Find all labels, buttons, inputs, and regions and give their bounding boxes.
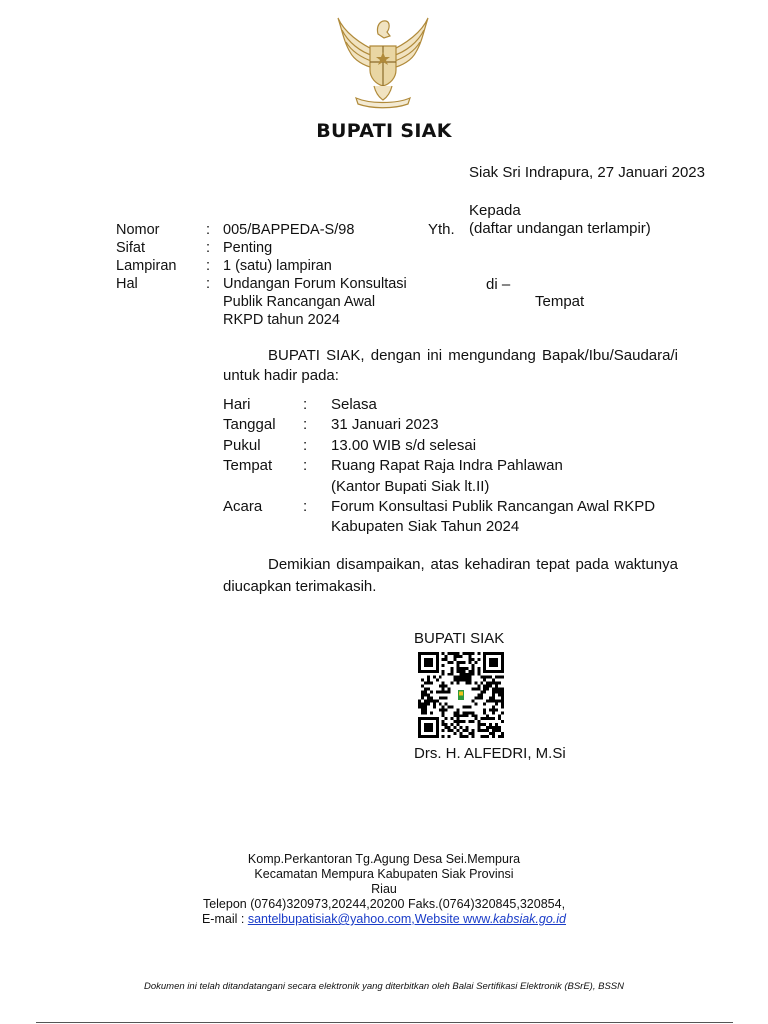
pukul-value: 13.00 WIB s/d selesai bbox=[331, 437, 477, 454]
hal-line-3: RKPD tahun 2024 bbox=[223, 312, 340, 328]
nomor-value: 005/BAPPEDA-S/98 bbox=[223, 222, 355, 238]
hal-label: Hal bbox=[116, 276, 138, 292]
pukul-label: Pukul bbox=[223, 437, 261, 454]
di-label: di – bbox=[486, 276, 511, 293]
letterhead-title: BUPATI SIAK bbox=[316, 120, 452, 142]
tempat-event-label: Tempat bbox=[223, 457, 273, 474]
hari-colon: : bbox=[303, 396, 308, 413]
lampiran-label: Lampiran bbox=[116, 258, 177, 274]
hal-line-1: Undangan Forum Konsultasi bbox=[223, 276, 407, 292]
sifat-label: Sifat bbox=[116, 240, 146, 256]
tempat-event-colon: : bbox=[303, 457, 308, 474]
hari-label: Hari bbox=[223, 396, 251, 413]
recipient-heading: Kepada bbox=[469, 202, 521, 219]
hari-value: Selasa bbox=[331, 396, 377, 413]
yth-label: Yth. bbox=[428, 221, 455, 238]
tanggal-value: 31 Januari 2023 bbox=[331, 416, 439, 433]
footer-line-3: Riau bbox=[371, 882, 397, 896]
garuda-emblem-icon bbox=[330, 12, 436, 110]
website-label: ,Website www. bbox=[411, 912, 494, 926]
bottom-rule bbox=[36, 1022, 733, 1023]
lampiran-colon: : bbox=[206, 258, 211, 274]
lampiran-value: 1 (satu) lampiran bbox=[223, 258, 332, 274]
sifat-value: Penting bbox=[223, 240, 273, 256]
intro-paragraph: BUPATI SIAK, dengan ini mengundang Bapak/Ibu/Saudara/i untuk hadir pada: bbox=[223, 347, 678, 384]
acara-colon: : bbox=[303, 498, 308, 515]
place-date: Siak Sri Indrapura, 27 Januari 2023 bbox=[469, 164, 705, 181]
tanggal-colon: : bbox=[303, 416, 308, 433]
footer-address bbox=[0, 852, 768, 927]
nomor-colon: : bbox=[206, 222, 211, 238]
tempat-label: Tempat bbox=[535, 293, 585, 310]
acara-line-1: Forum Konsultasi Publik Rancangan Awal RKPD bbox=[331, 498, 656, 515]
footer-contact bbox=[0, 912, 768, 927]
acara-line-2: Kabupaten Siak Tahun 2024 bbox=[331, 518, 520, 535]
footer-line-1: Komp.Perkantoran Tg.Agung Desa Sei.Mempura bbox=[247, 852, 521, 866]
recipient-name: (daftar undangan terlampir) bbox=[469, 220, 651, 237]
website-domain: kabsiak.go.id bbox=[493, 912, 567, 926]
qr-code-icon bbox=[418, 652, 504, 738]
acara-label: Acara bbox=[223, 498, 263, 515]
email-label: E-mail : bbox=[201, 912, 248, 926]
email-link[interactable]: santelbupatisiak@yahoo.com bbox=[247, 912, 412, 926]
footer-line-4: Telepon (0764)320973,20244,20200 Faks.(0764)320845,320854, bbox=[202, 897, 566, 911]
hal-colon: : bbox=[206, 276, 211, 292]
tanggal-label: Tanggal bbox=[223, 416, 276, 433]
signature-name: Drs. H. ALFEDRI, M.Si bbox=[414, 745, 566, 762]
nomor-label: Nomor bbox=[116, 222, 160, 238]
bsre-note: Dokumen ini telah ditandatangani secara elektronik yang diterbitkan oleh Balai Sertifikasi Elektronik (BSrE), BSSN bbox=[144, 981, 624, 992]
website-link[interactable] bbox=[411, 912, 566, 926]
signature-title: BUPATI SIAK bbox=[414, 630, 505, 647]
tempat-event-line-2: (Kantor Bupati Siak lt.II) bbox=[331, 478, 490, 495]
hal-line-2: Publik Rancangan Awal bbox=[223, 294, 376, 310]
closing-paragraph: Demikian disampaikan, atas kehadiran tepat pada waktunya diucapkan terimakasih. bbox=[223, 556, 678, 595]
sifat-colon: : bbox=[206, 240, 211, 256]
recipient-block bbox=[469, 202, 651, 238]
pukul-colon: : bbox=[303, 437, 308, 454]
footer-line-2: Kecamatan Mempura Kabupaten Siak Provinsi bbox=[254, 867, 514, 881]
tempat-event-line-1: Ruang Rapat Raja Indra Pahlawan bbox=[331, 457, 563, 474]
